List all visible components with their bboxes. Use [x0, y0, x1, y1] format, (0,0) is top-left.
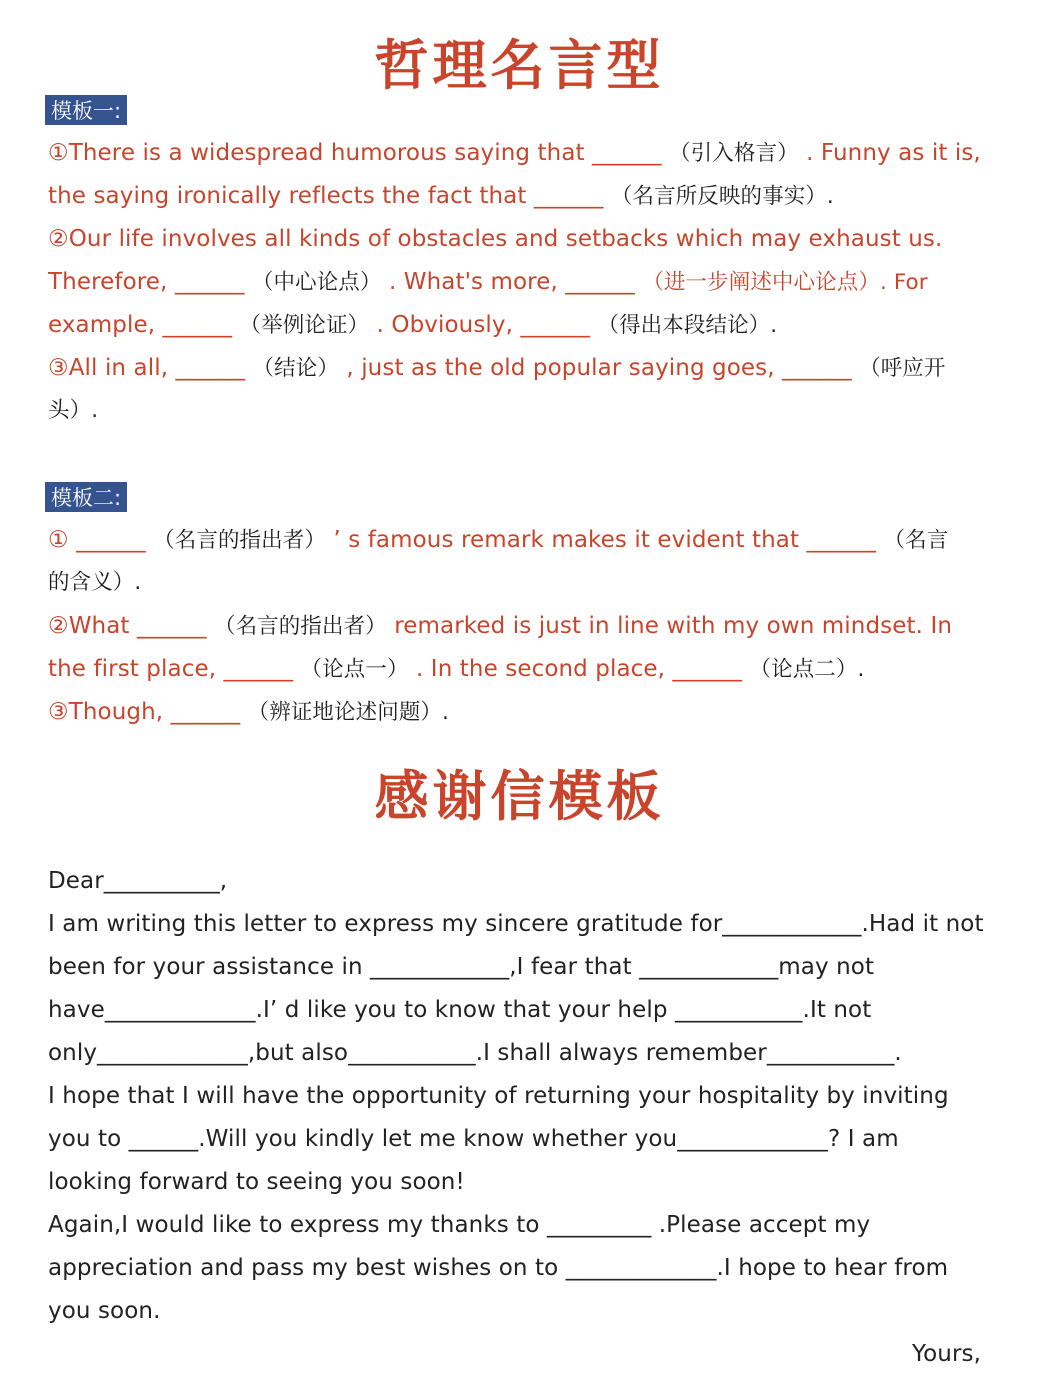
letter-greeting: Dear__________, — [48, 868, 228, 894]
text: ②What ______ — [48, 613, 207, 639]
letter-signoff: Yours, — [912, 1341, 981, 1367]
text: Therefore, ______ — [48, 269, 245, 295]
template-two-line-4 — [48, 654, 864, 685]
template-one-line-1 — [48, 138, 981, 169]
letter-line: been for your assistance in ____________,I fear that ____________may not — [48, 954, 875, 980]
note: （举例论证） — [239, 313, 370, 338]
letter-line: looking forward to seeing you soon! — [48, 1169, 465, 1195]
template-two-line-3 — [48, 611, 952, 642]
note: （名言 — [883, 528, 949, 553]
text: ③All in all, ______ — [48, 355, 246, 381]
note: （进一步阐述中心论点）. For — [642, 270, 928, 295]
text: ①There is a widespread humorous saying that ______ — [48, 140, 662, 166]
text: the first place, ______ — [48, 656, 294, 682]
letter-line: Again,I would like to express my thanks to _________ .Please accept my — [48, 1212, 871, 1238]
note: （辨证地论述问题）. — [247, 700, 449, 725]
template-two-line-1 — [48, 525, 948, 556]
letter-line: you to ______.Will you kindly let me know whether you_____________? I am — [48, 1126, 899, 1152]
template-one-label: 模板一: — [45, 95, 127, 125]
template-one-line-4 — [48, 267, 928, 298]
text: . Funny as it is, — [806, 140, 981, 166]
note: （呼应开 — [859, 356, 946, 381]
text: , just as the old popular saying goes, ______ — [346, 355, 852, 381]
letter-line: you soon. — [48, 1298, 161, 1324]
section-title: 感谢信模板 — [374, 765, 665, 828]
note: （结论） — [252, 356, 339, 381]
letter-line: I am writing this letter to express my sincere gratitude for____________.Had it not — [48, 911, 984, 937]
text: the saying ironically reflects the fact that ______ — [48, 183, 604, 209]
template-one-line-7: 头）. — [48, 398, 99, 423]
note: （论点一） — [300, 657, 409, 682]
note: （得出本段结论）. — [597, 313, 778, 338]
note: （论点二）. — [749, 657, 865, 682]
text: ③Though, ______ — [48, 699, 241, 725]
page-title: 哲理名言型 — [374, 34, 665, 97]
template-two-line-5 — [48, 697, 449, 728]
template-two-label: 模板二: — [45, 482, 127, 512]
template-one-line-3: ②Our life involves all kinds of obstacles and setbacks which may exhaust us. — [48, 226, 943, 252]
note: （中心论点） — [251, 270, 382, 295]
text: . Obviously, ______ — [376, 312, 591, 338]
letter-line: I hope that I will have the opportunity of returning your hospitality by inviting — [48, 1083, 949, 1109]
letter-line: only_____________,but also___________.I shall always remember___________. — [48, 1040, 902, 1066]
letter-line: have_____________.I’ d like you to know that your help ___________.It not — [48, 997, 872, 1023]
note: （引入格言） — [669, 141, 799, 166]
text: . In the second place, ______ — [415, 656, 743, 682]
template-two-line-2: 的含义）. — [48, 570, 142, 595]
note: （名言的指出者） — [153, 528, 326, 553]
text: example, ______ — [48, 312, 233, 338]
text: ’ s famous remark makes it evident that ______ — [333, 527, 877, 553]
note: （名言所反映的事实）. — [610, 184, 834, 209]
letter-line: appreciation and pass my best wishes on to _____________.I hope to hear from — [48, 1255, 949, 1281]
template-one-line-2 — [48, 181, 834, 212]
text: . What's more, ______ — [388, 269, 635, 295]
template-one-line-6 — [48, 353, 946, 384]
template-one-line-5 — [48, 310, 777, 341]
text: remarked is just in line with my own mindset. In — [394, 613, 953, 639]
text: ① ______ — [48, 527, 146, 553]
note: （名言的指出者） — [213, 614, 387, 639]
